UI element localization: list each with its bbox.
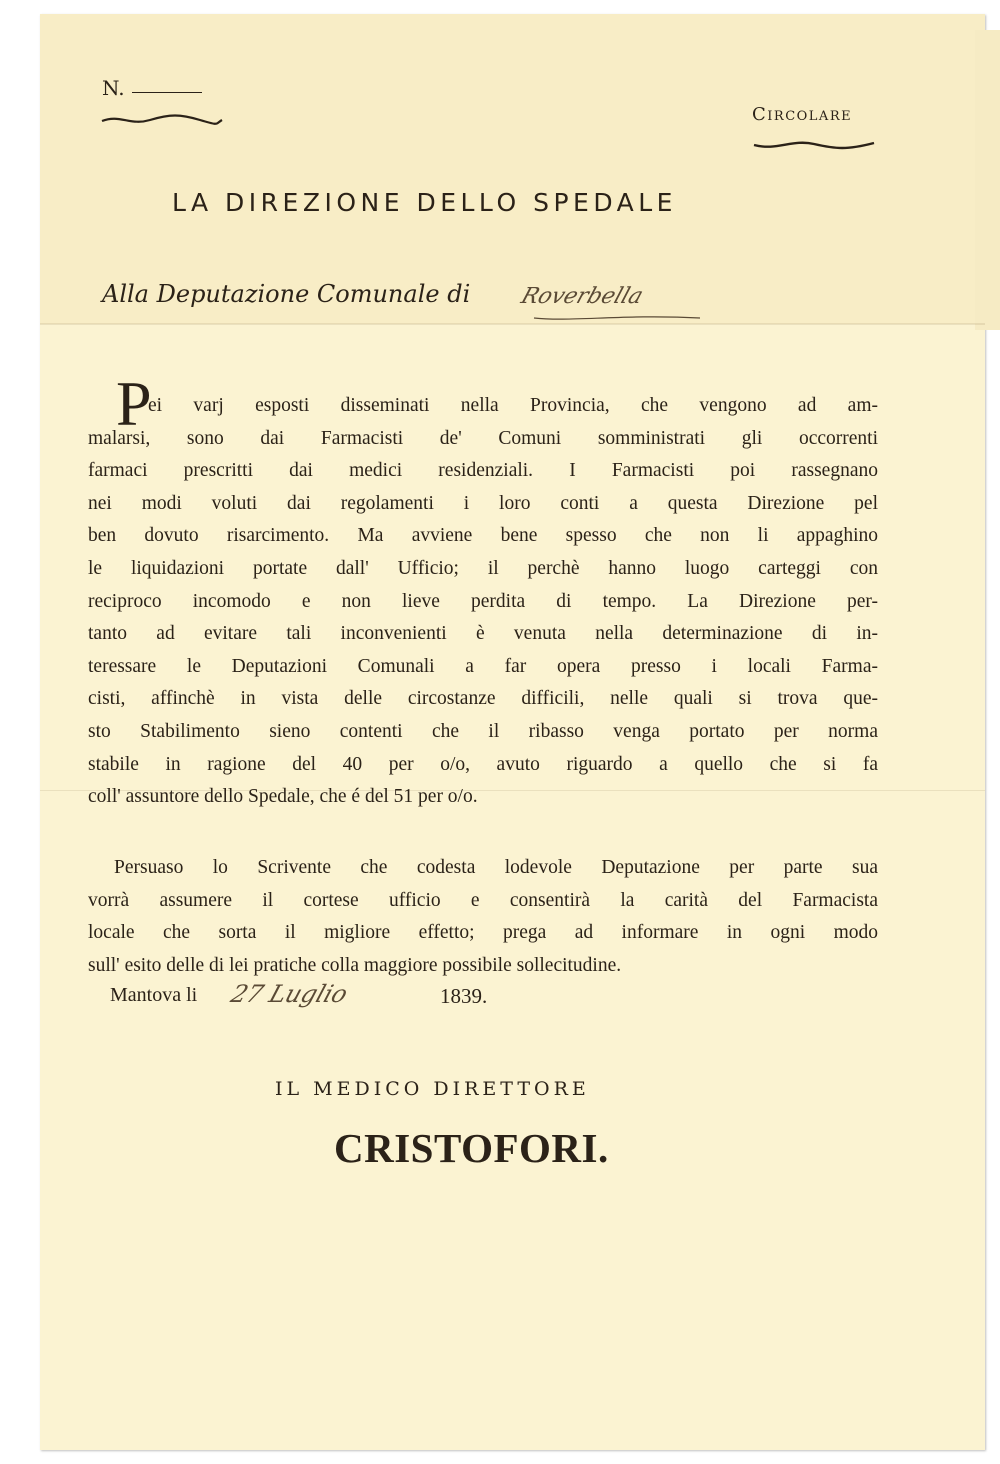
number-blank-line [132,92,202,93]
text-line: le liquidazioni portate dall' Ufficio; il perchè hanno luogo carteggi con [88,557,878,579]
text-line: coll' assuntore dello Spedale, che é del 51 per o/o. [88,786,478,808]
letter-heading: LA DIREZIONE DELLO SPEDALE [172,188,677,217]
signatory-title: IL MEDICO DIRETTORE [275,1078,590,1100]
handwriting-underline [532,312,702,324]
text-line: locale che sorta il migliore effetto; prega ad informare in ogni modo [88,922,878,944]
document-type-label: Circolare [752,104,853,125]
date-place: Mantova li [110,984,198,1006]
paragraph-1 [88,390,878,814]
left-flourish-ornament [100,112,224,128]
text-line: ei varj esposti disseminati nella Provincia, che vengono ad am- [148,395,878,416]
text-line: sull' esito delle di lei pratiche colla maggiore possibile sollecitudine. [88,954,622,976]
paragraph-2 [88,852,878,982]
text-line: tanto ad evitare tali inconvenienti è venuta nella determinazione di in- [88,623,878,645]
text-line: malarsi, sono dai Farmacisti de' Comuni somministrati gli occorrenti [88,427,878,449]
text-line: cisti, affinchè in vista delle circostanze difficili, nelle quali si trova que- [88,688,878,710]
date-handwritten: 27 Luglio [227,980,352,1008]
fold-crease-horizontal [40,323,985,325]
addressee-place-handwritten: Roverbella [517,284,647,309]
date-year: 1839. [440,984,488,1008]
addressee-line: Alla Deputazione Comunale di [102,280,471,308]
text-line: vorrà assumere il cortese ufficio e consentirà la carità del Farmacista [88,889,878,911]
right-flourish-ornament [752,137,876,153]
number-label: N. [102,76,125,100]
text-line: ben dovuto risarcimento. Ma avviene bene spesso che non li appaghino [88,525,878,547]
drop-cap: P [116,368,152,439]
text-line: reciproco incomodo e non lieve perdita di tempo. La Direzione per- [88,590,878,612]
signatory-name: CRISTOFORI. [334,1125,609,1171]
text-line: teressare le Deputazioni Comunali a far opera presso i locali Farma- [88,655,878,677]
text-line: nei modi voluti dai regolamenti i loro conti a questa Direzione pel [88,492,878,514]
text-line: stabile in ragione del 40 per o/o, avuto riguardo a quello che si fa [88,753,878,775]
text-line: sto Stabilimento sieno contenti che il ribasso venga portato per norma [88,720,878,742]
text-line: Persuaso lo Scrivente che codesta lodevole Deputazione per parte sua [114,857,878,878]
letter-right-edge [975,30,1000,330]
letter-top-flap [40,14,985,324]
text-line: farmaci prescritti dai medici residenziali. I Farmacisti poi rassegnano [88,460,878,482]
